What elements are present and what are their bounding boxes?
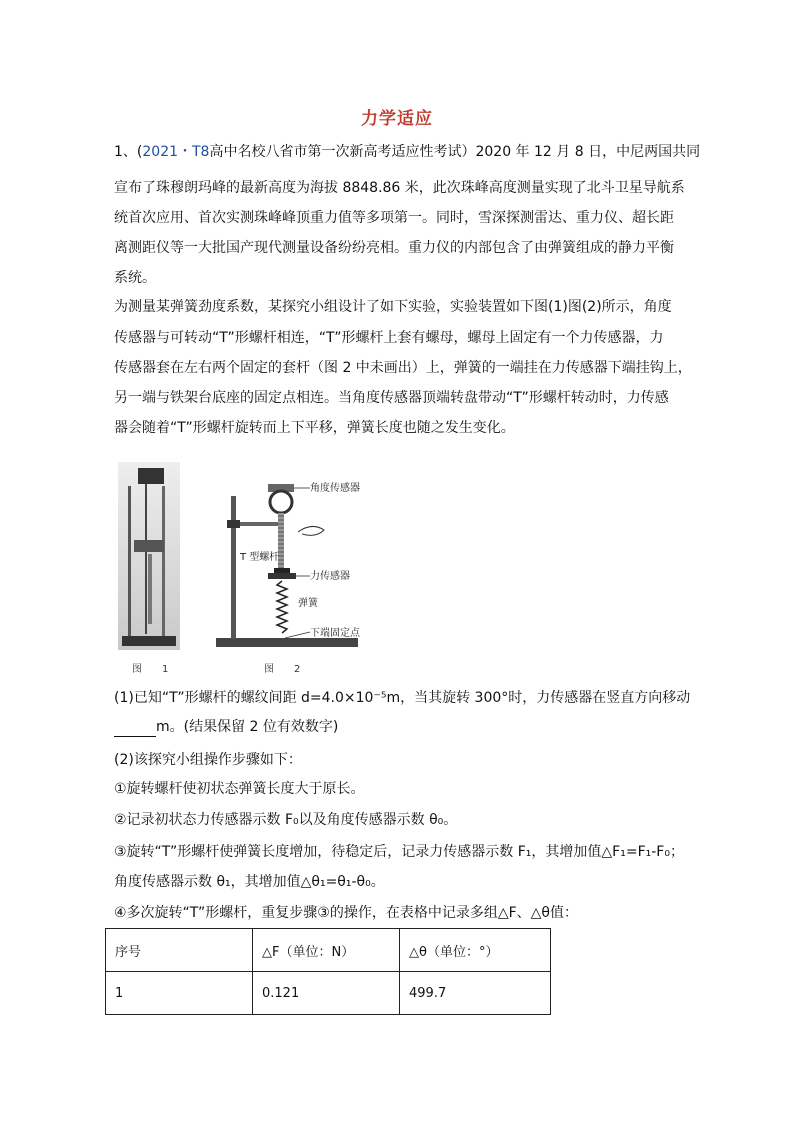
label-fixed-point: 下端固定点 bbox=[310, 628, 360, 639]
fig2-caption: 图 2 bbox=[264, 664, 301, 675]
table-cell: 1 bbox=[106, 972, 253, 1015]
step-2: ②记录初状态力传感器示数 F₀以及角度传感器示数 θ₀。 bbox=[114, 812, 458, 828]
q1-line1-rest: 高中名校八省市第一次新高考适应性考试）2020 年 12 月 8 日，中尼两国共同 bbox=[209, 144, 701, 160]
page-title: 力学适应 bbox=[361, 109, 433, 129]
q1-line5: 系统。 bbox=[114, 270, 156, 286]
label-t-screw: T 型螺杆 bbox=[240, 552, 280, 563]
label-spring: 弹簧 bbox=[298, 598, 318, 609]
q1-line9: 另一端与铁架台底座的固定点相连。当角度传感器顶端转盘带动“T”形螺杆转动时，力传感 bbox=[114, 390, 669, 406]
step-3a: ③旋转“T”形螺杆使弹簧长度增加，待稳定后，记录力传感器示数 F₁，其增加值△F₁=F₁-F₀； bbox=[114, 844, 684, 860]
sub1-line1: (1)已知“T”形螺杆的螺纹间距 d=4.0×10⁻⁵m，当其旋转 300°时，力传感器在竖直方向移动 bbox=[114, 690, 691, 706]
label-force-sensor: 力传感器 bbox=[310, 571, 350, 582]
q1-line1 bbox=[114, 142, 700, 162]
question-number: 1、( bbox=[114, 144, 143, 160]
label-angle-sensor: 角度传感器 bbox=[310, 483, 360, 494]
q1-line8: 传感器套在左右两个固定的套杆（图 2 中未画出）上，弹簧的一端挂在力传感器下端挂钩上， bbox=[114, 360, 692, 376]
fig1-caption: 图 1 bbox=[132, 664, 169, 675]
sub1-line2 bbox=[114, 717, 338, 737]
step-4: ④多次旋转“T”形螺杆，重复步骤③的操作，在表格中记录多组△F、△θ值： bbox=[114, 905, 579, 921]
q1-line7: 传感器与可转动“T”形螺杆相连，“T”形螺杆上套有螺母，螺母上固定有一个力传感器，力 bbox=[114, 330, 664, 346]
data-table bbox=[105, 928, 551, 1015]
q1-line6: 为测量某弹簧劲度系数，某探究小组设计了如下实验，实验装置如下图(1)图(2)所示，角度 bbox=[114, 299, 672, 315]
table-header-cell: 序号 bbox=[106, 929, 253, 972]
q1-line10: 器会随着“T”形螺杆旋转而上下平移，弹簧长度也随之发生变化。 bbox=[114, 420, 515, 436]
q1-line3: 统首次应用、首次实测珠峰峰顶重力值等多项第一。同时，雪深探测雷达、重力仪、超长距 bbox=[114, 210, 674, 226]
answer-blank[interactable] bbox=[114, 722, 156, 737]
apparatus-diagram bbox=[214, 460, 384, 655]
table-header-row bbox=[106, 929, 551, 972]
sub2-head: (2)该探究小组操作步骤如下： bbox=[114, 752, 302, 768]
step-3b: 角度传感器示数 θ₁，其增加值△θ₁=θ₁-θ₀。 bbox=[114, 874, 385, 890]
table-cell: 0.121 bbox=[253, 972, 400, 1015]
sub1-line2-text: m。(结果保留 2 位有效数字) bbox=[156, 719, 339, 735]
table-row bbox=[106, 972, 551, 1015]
apparatus-photo bbox=[118, 462, 180, 650]
question-source: 2021・T8 bbox=[142, 144, 210, 160]
table-header-cell: △θ（单位：°） bbox=[400, 929, 551, 972]
figures bbox=[118, 460, 378, 675]
q1-line4: 离测距仪等一大批国产现代测量设备纷纷亮相。重力仪的内部包含了由弹簧组成的静力平衡 bbox=[114, 240, 674, 256]
table-header-cell: △F（单位：N） bbox=[253, 929, 400, 972]
q1-line2: 宣布了珠穆朗玛峰的最新高度为海拔 8848.86 米，此次珠峰高度测量实现了北斗卫星导航系 bbox=[114, 180, 685, 196]
table-cell: 499.7 bbox=[400, 972, 551, 1015]
step-1: ①旋转螺杆使初状态弹簧长度大于原长。 bbox=[114, 781, 365, 797]
